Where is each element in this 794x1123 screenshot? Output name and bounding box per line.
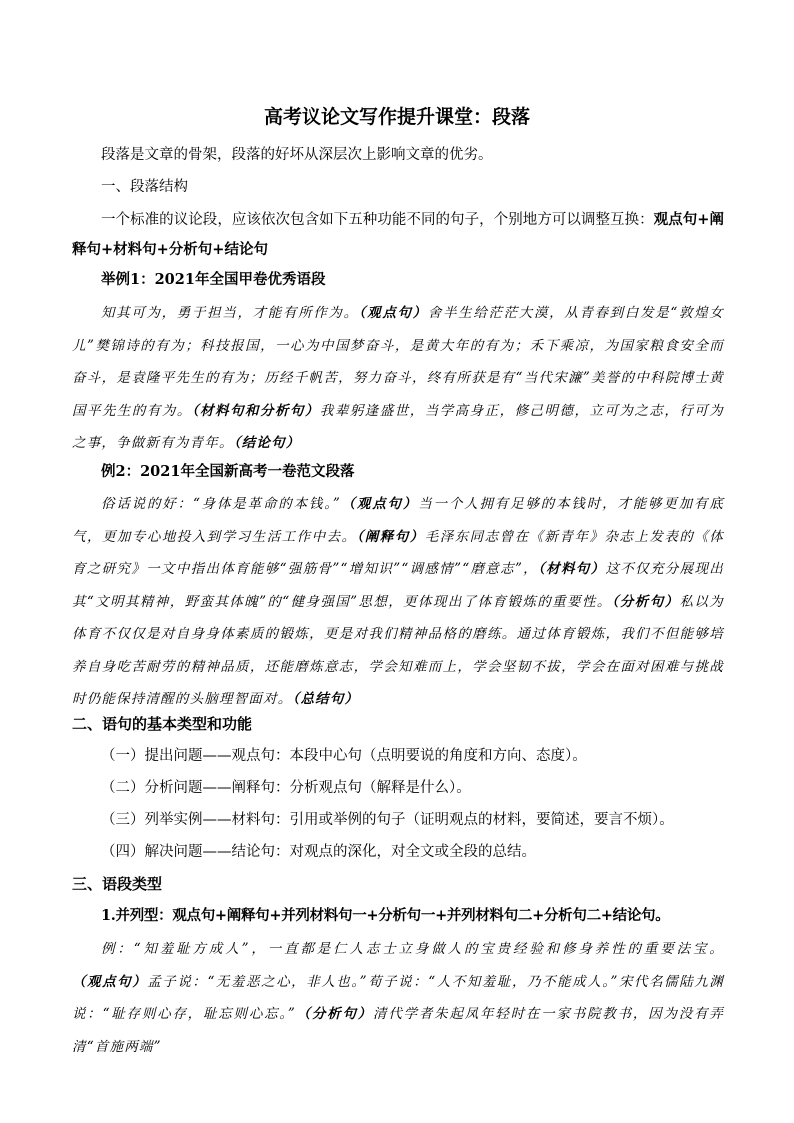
example2-marker-4: （分析句） — [611, 593, 680, 610]
example2-marker-2: （阐释句） — [356, 528, 425, 545]
section-heading-structure: 一、段落结构 — [101, 179, 188, 195]
parallel-example-text-2: 孟子说：“无羞恶之心，非人也。”荀子说：“人不知羞耻，乃不能成人。”宋代名儒陆九渊说：“耻存则心存，耻忘则心忘。” — [72, 973, 724, 1022]
example2-text-2: 当一个人拥有足够的本钱时，才能够更加有底气，更加专心地投入到学习生活工作中去。 — [72, 496, 725, 545]
sentence-type-item: （二）分析问题——阐释句：分析观点句（解释是什么）。 — [101, 780, 471, 796]
example2-marker-3: （材料句） — [538, 561, 606, 577]
parallel-type-heading: 1.并列型：观点句+阐释句+并列材料句一+分析句一+并列材料句二+分析句二+结论句。 — [101, 907, 670, 924]
example2-marker-1: （观点句） — [340, 496, 419, 512]
example1-marker-3: （结论句） — [233, 435, 301, 451]
example1-paragraph — [72, 297, 724, 460]
parallel-example-marker-2: （分析句） — [296, 1006, 374, 1022]
parallel-example-text-3: 清代学者朱起凤年轻时在一家书院教书，因为没有弄清“首施两端” — [72, 1006, 725, 1055]
example2-paragraph — [72, 488, 724, 716]
sentence-type-item: （一）提出问题——观点句：本段中心句（点明要说的角度和方向、态度）。 — [101, 748, 587, 764]
example2-label: 例2：2021年全国新高考一卷范文段落 — [101, 463, 355, 480]
example1-text-3: 我辈躬逢盛世，当学高身正，修己明德，立可为之志，行可为之事，争做新有为青年。 — [72, 402, 724, 451]
example1-label: 举例1：2021年全国甲卷优秀语段 — [101, 271, 326, 288]
section-heading-paragraph-types: 三、语段类型 — [72, 875, 163, 893]
parallel-example-paragraph — [72, 933, 724, 1063]
example2-text-3: 毛泽东同志曾在《新青年》杂志上发表的《体育之研究》一文中指出体育能够“强筋骨”“增知识”“调感情”“磨意志”， — [72, 528, 724, 577]
sentence-type-item: （三）列举实例——材料句：引用或举例的句子（证明观点的材料，要简述，要言不烦）。 — [101, 812, 674, 828]
section-heading-sentence-types: 二、语句的基本类型和功能 — [72, 715, 253, 733]
parallel-example-text-1: 例：“知羞耻方成人”，一直都是仁人志士立身做人的宝贵经验和修身养性的重要法宝。 — [101, 941, 724, 957]
parallel-example-marker-1: （观点句） — [72, 973, 148, 990]
sentence-type-item: （四）解决问题——结论句：对观点的深化，对全文或全段的总结。 — [101, 844, 536, 860]
page-title: 高考议论文写作提升课堂：段落 — [263, 106, 530, 128]
structure-paragraph — [72, 205, 724, 265]
intro-paragraph: 段落是文章的骨架，段落的好坏从深层次上影响文章的优劣。 — [101, 147, 493, 163]
example2-marker-5: （总结句） — [292, 691, 360, 707]
example1-marker-1: （观点句） — [358, 305, 428, 321]
example1-marker-2: （材料句和分析句） — [191, 402, 320, 419]
example1-text-1: 知其可为，勇于担当，才能有所作为。 — [101, 305, 359, 321]
example2-text-4: 这不仅充分展现出其“文明其精神，野蛮其体魄”的“健身强国”思想，更体现出了体育锻炼的重要性。 — [72, 561, 725, 610]
example1-text-2: 舍半生给茫茫大漠，从青春到白发是“敦煌女儿”樊锦诗的有为；科技报国，一心为中国梦奋斗，是黄大年的有为；禾下乘凉，为国家粮食安全而奋斗，是袁隆平先生的有为；历经千帆苦，努力奋斗，终有所获是有“当代宋濂”美誉的中科院博士黄国平先生的有为。 — [72, 305, 725, 419]
example2-text-1: 俗话说的好：“身体是革命的本钱。” — [101, 496, 341, 512]
example2-text-5: 私以为体育不仅仅是对自身身体素质的锻炼，更是对我们精神品格的磨练。通过体育锻炼，我们不但能够培养自身吃苦耐劳的精神品质，还能磨炼意志，学会知难而上，学会坚韧不拔，学会在面对困难与挑战时仍能保持清醒的头脑理智面对。 — [72, 593, 724, 707]
structure-formula: 观点句+阐释句+材料句+分析句+结论句 — [72, 211, 724, 258]
structure-text: 一个标准的议论段，应该依次包含如下五种功能不同的句子，个别地方可以调整互换： — [101, 212, 654, 228]
